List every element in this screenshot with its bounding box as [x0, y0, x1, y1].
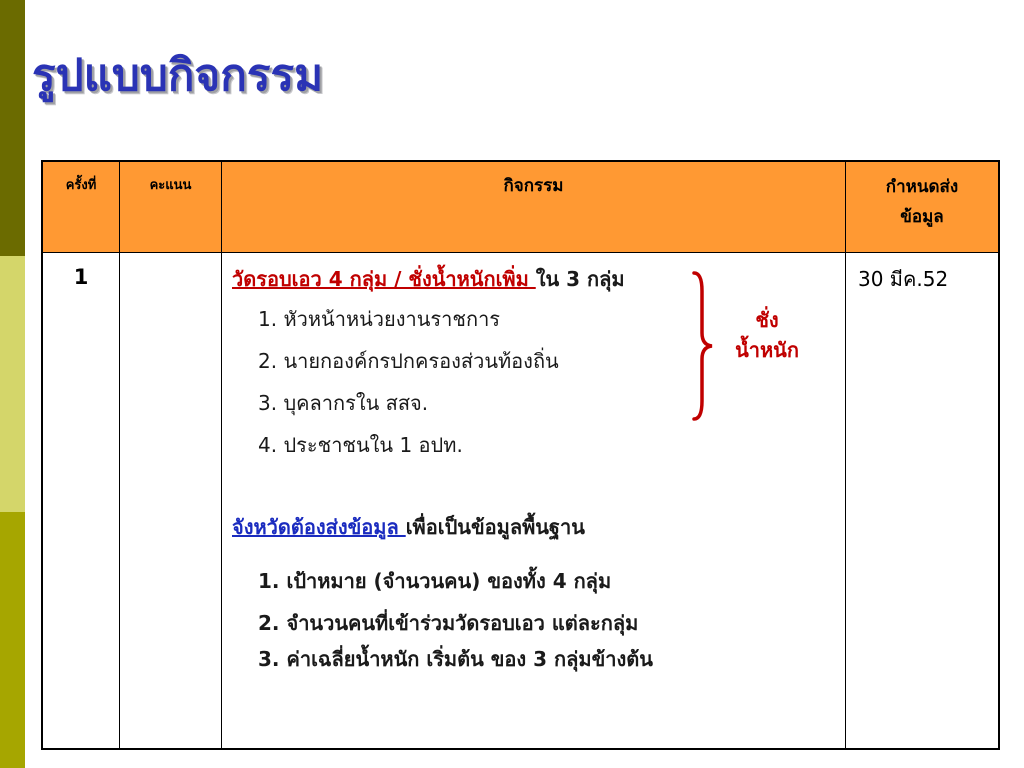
row-score [120, 253, 222, 750]
left-bar-dark [0, 0, 25, 256]
row-due-date: 30 มีค.52 [846, 253, 1000, 750]
activity-heading-underlined: วัดรอบเอว 4 กลุ่ม / ชั่งน้ำหนักเพิ่ม [232, 267, 536, 291]
header-row [42, 161, 999, 253]
group-item: 3. บุคลากรใน สสจ. [258, 391, 429, 415]
slide-title: รูปแบบกิจกรรม [32, 50, 324, 101]
activity-heading-rest: ใน 3 กลุ่ม [535, 267, 625, 291]
data-item: 2. จำนวนคนที่เข้าร่วมวัดรอบเอว แต่ละกลุ่ม [258, 611, 639, 635]
table-row [42, 253, 999, 750]
weigh-label-line1: ชั่ง [755, 308, 779, 332]
group-item: 2. นายกองค์กรปกครองส่วนท้องถิ่น [258, 349, 559, 373]
header-due-line1: กำหนดส่ง [885, 177, 959, 197]
header-activity: กิจกรรม [222, 161, 846, 253]
curly-brace-icon [690, 271, 714, 421]
activity-cell [222, 253, 846, 750]
data-item: 3. ค่าเฉลี่ยน้ำหนัก เริ่มต้น ของ 3 กลุ่มข้างต้น [258, 647, 653, 671]
group-item: 4. ประชาชนใน 1 อปท. [258, 433, 463, 457]
province-heading-rest: เพื่อเป็นข้อมูลพื้นฐาน [405, 515, 585, 539]
left-bar-light [0, 256, 25, 512]
left-bar-olive [0, 512, 25, 768]
weigh-label-line2: น้ำหนัก [735, 338, 799, 362]
activity-heading [232, 263, 625, 295]
weigh-label [722, 305, 812, 365]
data-item: 1. เป้าหมาย (จำนวนคน) ของทั้ง 4 กลุ่ม [258, 569, 612, 593]
header-score: คะแนน [120, 161, 222, 253]
province-heading [232, 511, 585, 543]
activity-table [41, 160, 1000, 750]
header-round: ครั้งที่ [42, 161, 120, 253]
header-due [846, 161, 1000, 253]
row-number: 1 [42, 253, 120, 750]
group-item: 1. หัวหน้าหน่วยงานราชการ [258, 307, 501, 331]
province-heading-underlined: จังหวัดต้องส่งข้อมูล [232, 515, 406, 539]
header-due-line2: ข้อมูล [900, 207, 944, 227]
